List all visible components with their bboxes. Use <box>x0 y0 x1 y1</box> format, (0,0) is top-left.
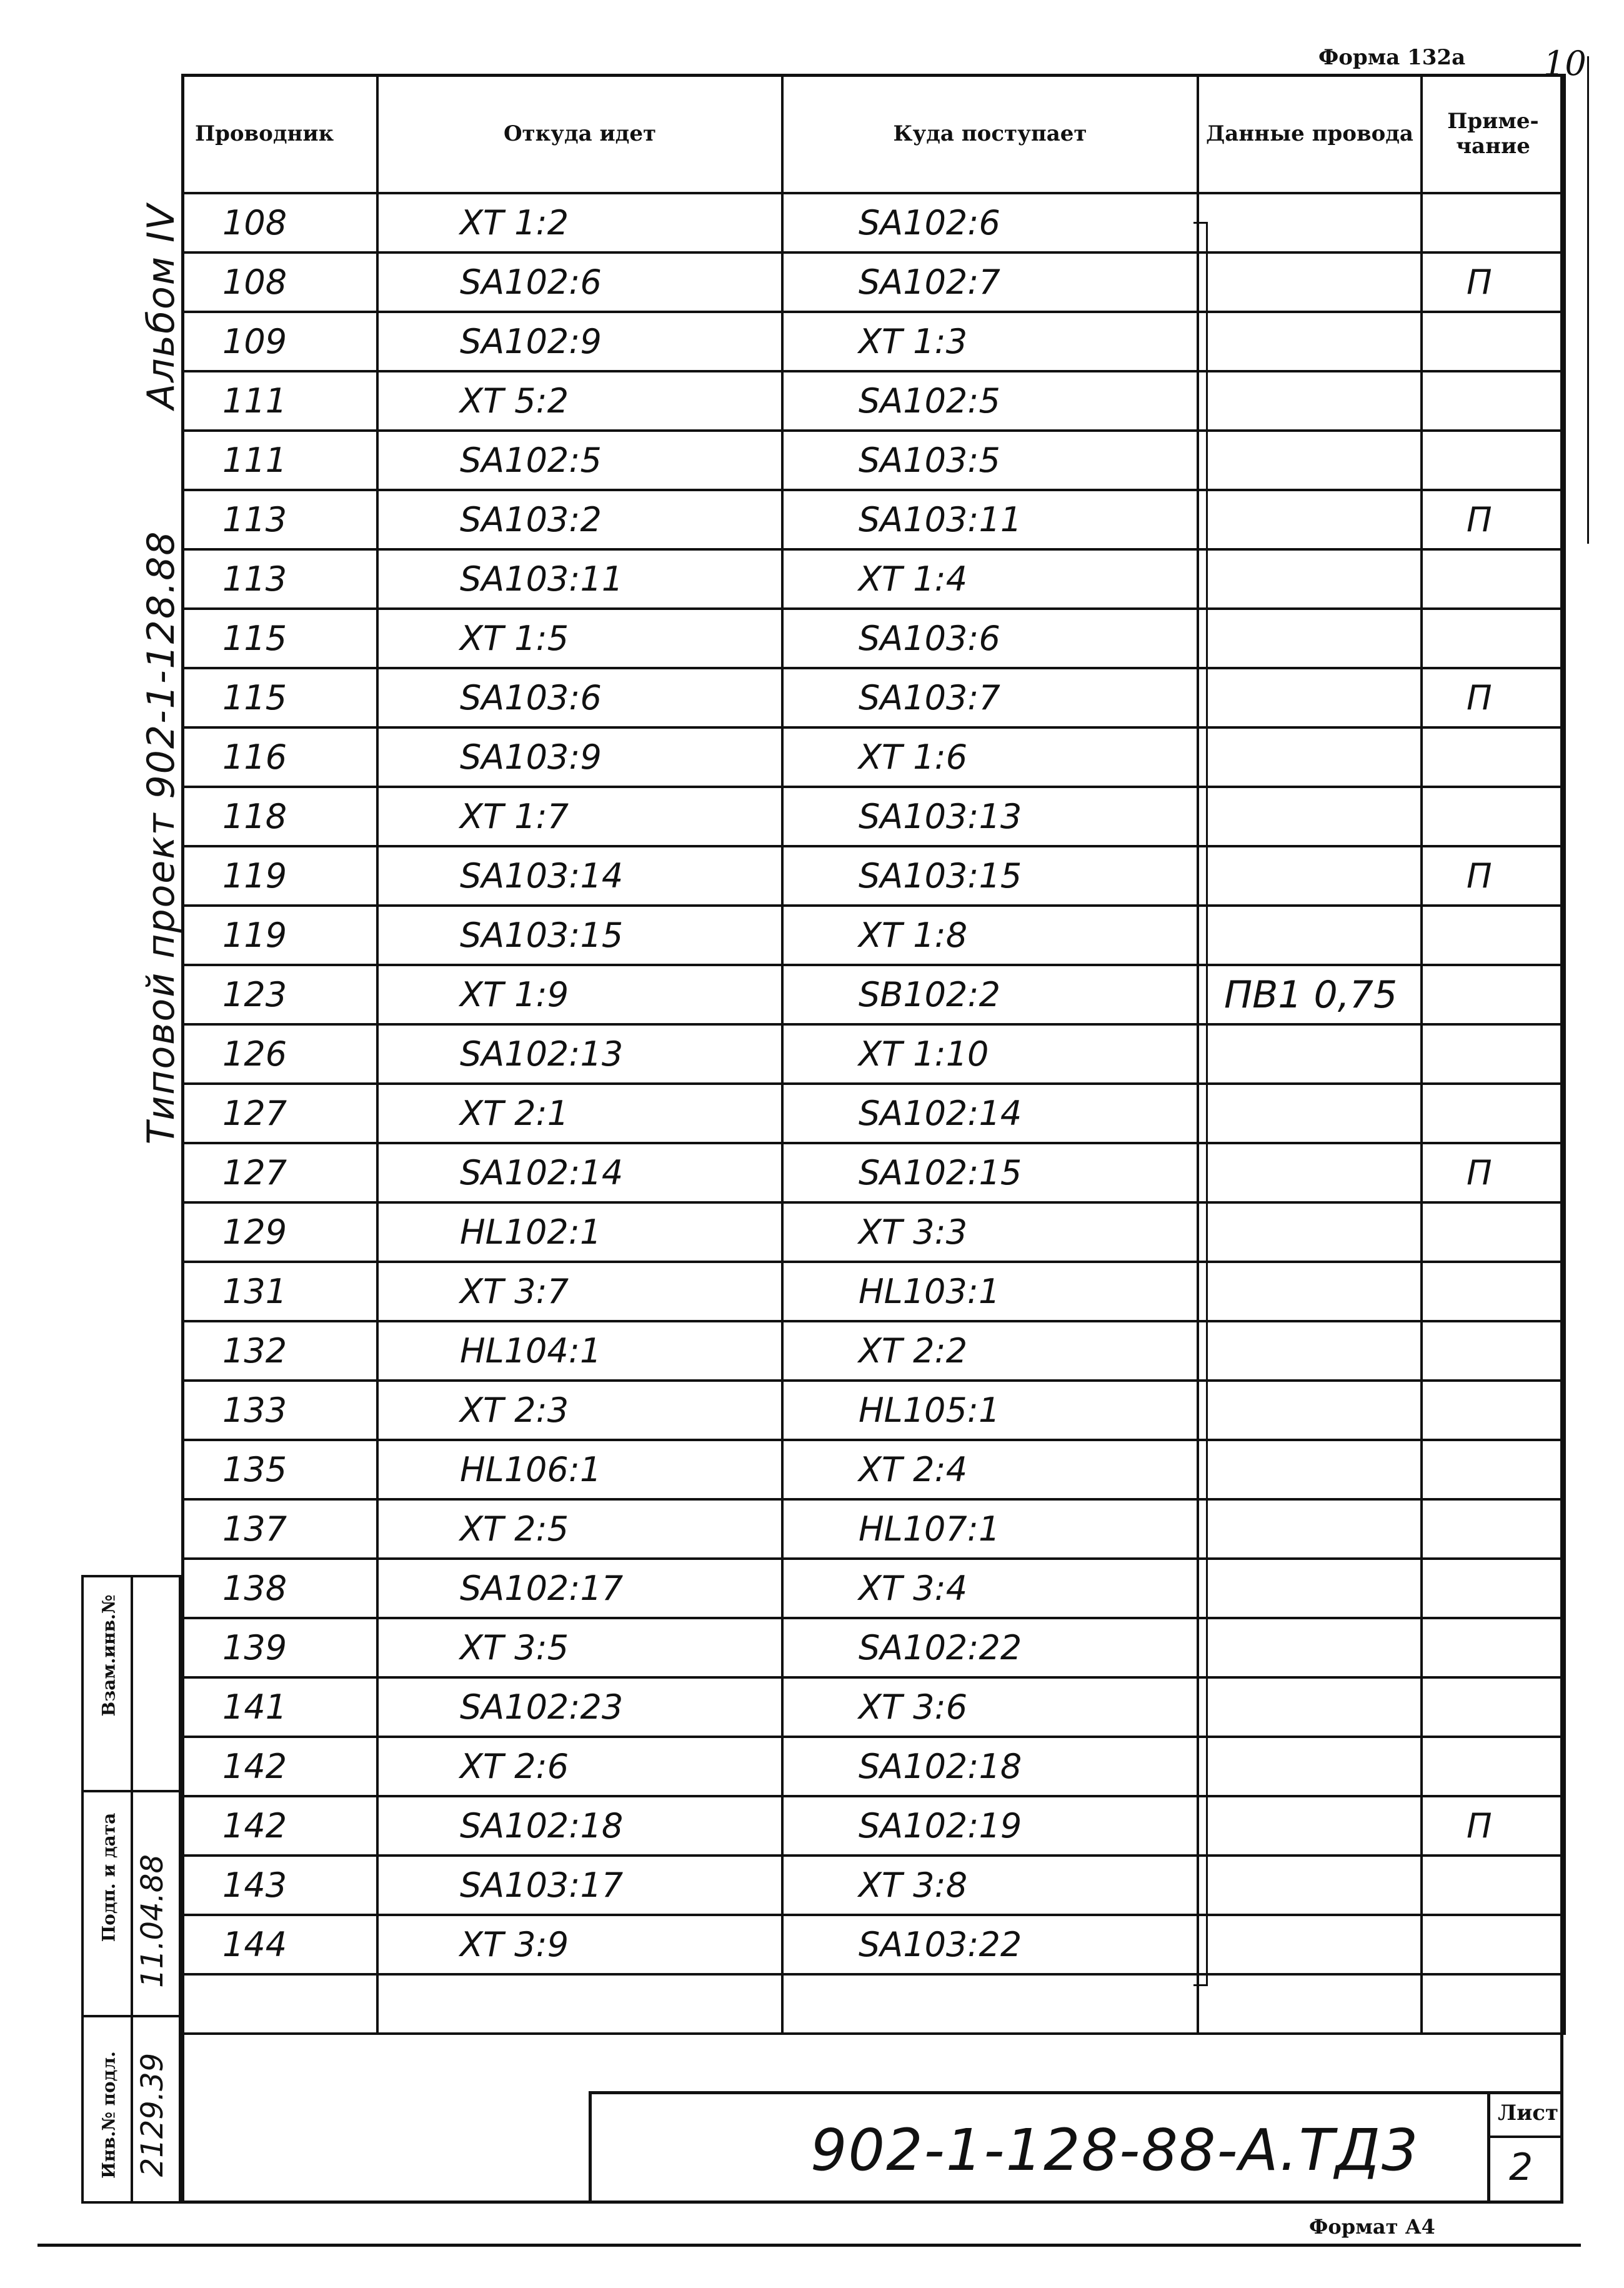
cell-wire-number: 111 <box>182 431 377 490</box>
cell-wire-data <box>1198 1856 1422 1915</box>
cell-note: П <box>1422 668 1565 727</box>
cell-wire-data <box>1198 1677 1422 1737</box>
cell-to-terminal: HL103:1 <box>782 1262 1198 1321</box>
title-block <box>589 2091 1563 2204</box>
cell-from-terminal: SA103:11 <box>377 549 782 609</box>
cell-to-terminal: SA103:22 <box>782 1915 1198 1974</box>
sheet-label: Лист <box>1498 2101 1559 2126</box>
stamp-panel <box>81 1575 181 2204</box>
sheet-divider <box>1490 2136 1560 2138</box>
table-row <box>182 1915 1565 1974</box>
table-row <box>182 1559 1565 1618</box>
cell-wire-data <box>1198 1737 1422 1796</box>
cell-to-terminal: SA102:6 <box>782 193 1198 252</box>
cell-from-terminal: XT 1:5 <box>377 609 782 668</box>
cell-note <box>1422 1084 1565 1143</box>
cell-wire-number: 142 <box>182 1737 377 1796</box>
cell-note <box>1422 1618 1565 1677</box>
cell-wire-number: 108 <box>182 193 377 252</box>
col-header-from: Откуда идет <box>377 75 782 193</box>
cell-wire-data <box>1198 1321 1422 1381</box>
cell-wire-data <box>1198 490 1422 549</box>
cell-wire-number: 131 <box>182 1262 377 1321</box>
document-code: 902-1-128-88-А.ТД3 <box>810 2117 1420 2184</box>
cell-wire-data <box>1198 1024 1422 1084</box>
stamp-row-divider <box>84 1790 179 1792</box>
stamp-podp-label: Подп. и дата <box>98 1812 119 1942</box>
cell-to-terminal: XT 2:4 <box>782 1440 1198 1499</box>
margin-mark <box>1587 56 1589 544</box>
stamp-row-divider <box>84 2015 179 2017</box>
cell-wire-data <box>1198 727 1422 787</box>
cell-note <box>1422 1737 1565 1796</box>
cell-note <box>1422 549 1565 609</box>
cell-from-terminal: SA102:18 <box>377 1796 782 1856</box>
cell-to-terminal: XT 3:4 <box>782 1559 1198 1618</box>
table-row <box>182 965 1565 1024</box>
cell-from-terminal: HL106:1 <box>377 1440 782 1499</box>
cell-wire-data <box>1198 787 1422 846</box>
cell-note <box>1422 1440 1565 1499</box>
cell-wire-data <box>1198 371 1422 431</box>
cell-to-terminal: SA103:13 <box>782 787 1198 846</box>
cell-to-terminal: XT 3:3 <box>782 1202 1198 1262</box>
cell-to-terminal: SA102:5 <box>782 371 1198 431</box>
cell-wire-number: 115 <box>182 609 377 668</box>
cell-note: П <box>1422 1143 1565 1202</box>
table-row <box>182 1618 1565 1677</box>
cell-from-terminal: XT 5:2 <box>377 371 782 431</box>
bottom-rule <box>37 2244 1581 2247</box>
table-row <box>182 1974 1565 2034</box>
col-header-note: Приме-чание <box>1422 75 1565 193</box>
cell-wire-number: 118 <box>182 787 377 846</box>
cell-from-terminal: XT 3:5 <box>377 1618 782 1677</box>
cell-note <box>1422 727 1565 787</box>
cell-wire-data <box>1198 1202 1422 1262</box>
cell-to-terminal: SA102:19 <box>782 1796 1198 1856</box>
table-row <box>182 371 1565 431</box>
table-row <box>182 193 1565 252</box>
stamp-vzam-label: Взам.инв.№ <box>98 1594 119 1717</box>
cell-from-terminal <box>377 1974 782 2034</box>
cell-from-terminal: SA102:5 <box>377 431 782 490</box>
cell-wire-data <box>1198 1440 1422 1499</box>
table-row <box>182 1202 1565 1262</box>
cell-note <box>1422 1381 1565 1440</box>
table-row <box>182 431 1565 490</box>
table-header-row <box>182 75 1565 193</box>
cell-from-terminal: SA103:2 <box>377 490 782 549</box>
wire-table-body <box>182 193 1565 2034</box>
cell-wire-number: 126 <box>182 1024 377 1084</box>
cell-wire-data <box>1198 1915 1422 1974</box>
cell-wire-number: 138 <box>182 1559 377 1618</box>
cell-to-terminal: XT 3:6 <box>782 1677 1198 1737</box>
cell-note <box>1422 1321 1565 1381</box>
cell-wire-data <box>1198 1974 1422 2034</box>
table-row <box>182 1084 1565 1143</box>
cell-to-terminal: HL107:1 <box>782 1499 1198 1559</box>
cell-to-terminal: SA103:7 <box>782 668 1198 727</box>
cell-wire-number: 123 <box>182 965 377 1024</box>
cell-to-terminal: SA103:5 <box>782 431 1198 490</box>
stamp-divider <box>131 1577 133 2201</box>
cell-from-terminal: XT 3:7 <box>377 1262 782 1321</box>
table-row <box>182 1677 1565 1737</box>
col-header-wire-data: Данные провода <box>1198 75 1422 193</box>
cell-wire-data <box>1198 1262 1422 1321</box>
cell-to-terminal: SA103:6 <box>782 609 1198 668</box>
cell-note <box>1422 609 1565 668</box>
cell-from-terminal: SA102:9 <box>377 312 782 371</box>
table-row <box>182 787 1565 846</box>
cell-from-terminal: SA102:6 <box>377 252 782 312</box>
table-row <box>182 668 1565 727</box>
cell-from-terminal: XT 2:1 <box>377 1084 782 1143</box>
cell-to-terminal: SA103:11 <box>782 490 1198 549</box>
cell-note <box>1422 1974 1565 2034</box>
cell-wire-data <box>1198 1143 1422 1202</box>
cell-wire-number: 127 <box>182 1084 377 1143</box>
cell-from-terminal: XT 2:3 <box>377 1381 782 1440</box>
cell-from-terminal: SA102:23 <box>377 1677 782 1737</box>
cell-to-terminal: SA102:14 <box>782 1084 1198 1143</box>
col-header-wire: Проводник <box>182 75 377 193</box>
cell-wire-number: 127 <box>182 1143 377 1202</box>
cell-wire-number: 143 <box>182 1856 377 1915</box>
cell-from-terminal: SA102:13 <box>377 1024 782 1084</box>
cell-note <box>1422 193 1565 252</box>
table-row <box>182 1381 1565 1440</box>
cell-from-terminal: SA103:17 <box>377 1856 782 1915</box>
table-row <box>182 1262 1565 1321</box>
stamp-inv-label: Инв.№ подл. <box>98 2051 119 2179</box>
cell-to-terminal: SB102:2 <box>782 965 1198 1024</box>
cell-wire-number: 116 <box>182 727 377 787</box>
cell-from-terminal: HL104:1 <box>377 1321 782 1381</box>
cell-note <box>1422 312 1565 371</box>
table-row <box>182 1499 1565 1559</box>
cell-wire-number: 115 <box>182 668 377 727</box>
table-row <box>182 906 1565 965</box>
cell-from-terminal: XT 2:5 <box>377 1499 782 1559</box>
cell-note: П <box>1422 846 1565 906</box>
cell-wire-data <box>1198 1084 1422 1143</box>
cell-to-terminal: XT 1:3 <box>782 312 1198 371</box>
cell-note <box>1422 1499 1565 1559</box>
col-header-to: Куда поступает <box>782 75 1198 193</box>
sheet-box <box>1487 2094 1560 2201</box>
cell-wire-number: 133 <box>182 1381 377 1440</box>
table-row <box>182 312 1565 371</box>
table-row <box>182 1856 1565 1915</box>
cell-from-terminal: SA102:17 <box>377 1559 782 1618</box>
cell-wire-number: 109 <box>182 312 377 371</box>
cell-wire-data <box>1198 1381 1422 1440</box>
cell-from-terminal: SA103:6 <box>377 668 782 727</box>
cell-from-terminal: XT 3:9 <box>377 1915 782 1974</box>
sheet-number: 2 <box>1509 2146 1533 2189</box>
cell-from-terminal: SA102:14 <box>377 1143 782 1202</box>
cell-from-terminal: SA103:9 <box>377 727 782 787</box>
cell-note <box>1422 965 1565 1024</box>
cell-wire-data <box>1198 252 1422 312</box>
table-row <box>182 727 1565 787</box>
cell-from-terminal: HL102:1 <box>377 1202 782 1262</box>
table-row <box>182 609 1565 668</box>
cell-note <box>1422 1024 1565 1084</box>
cell-wire-number <box>182 1974 377 2034</box>
table-row <box>182 1321 1565 1381</box>
cell-wire-data <box>1198 1499 1422 1559</box>
group-bracket <box>1193 222 1208 1986</box>
cell-note <box>1422 1202 1565 1262</box>
cell-wire-number: 119 <box>182 846 377 906</box>
cell-wire-number: 129 <box>182 1202 377 1262</box>
cell-wire-number: 111 <box>182 371 377 431</box>
cell-wire-data <box>1198 906 1422 965</box>
stamp-podp-value: 11.04.88 <box>135 1854 170 1988</box>
table-row <box>182 1143 1565 1202</box>
table-row <box>182 846 1565 906</box>
cell-wire-number: 108 <box>182 252 377 312</box>
table-row <box>182 1024 1565 1084</box>
cell-to-terminal: SA103:15 <box>782 846 1198 906</box>
format-label: Формат А4 <box>1309 2215 1435 2239</box>
cell-from-terminal: XT 2:6 <box>377 1737 782 1796</box>
cell-to-terminal: XT 1:4 <box>782 549 1198 609</box>
cell-to-terminal: SA102:15 <box>782 1143 1198 1202</box>
cell-wire-number: 137 <box>182 1499 377 1559</box>
cell-wire-number: 141 <box>182 1677 377 1737</box>
cell-wire-number: 119 <box>182 906 377 965</box>
table-row <box>182 1440 1565 1499</box>
cell-from-terminal: SA103:14 <box>377 846 782 906</box>
cell-from-terminal: XT 1:7 <box>377 787 782 846</box>
project-caption: Типовой проект 902-1-128.88 <box>139 530 183 1145</box>
cell-from-terminal: XT 1:9 <box>377 965 782 1024</box>
cell-to-terminal: SA102:22 <box>782 1618 1198 1677</box>
cell-note <box>1422 371 1565 431</box>
cell-wire-number: 144 <box>182 1915 377 1974</box>
wire-table <box>181 74 1566 2035</box>
cell-to-terminal: HL105:1 <box>782 1381 1198 1440</box>
cell-wire-data <box>1198 1559 1422 1618</box>
cell-note <box>1422 787 1565 846</box>
cell-note: П <box>1422 252 1565 312</box>
cell-note <box>1422 431 1565 490</box>
page-number: 10 <box>1543 44 1587 83</box>
cell-wire-data <box>1198 312 1422 371</box>
cell-to-terminal: SA102:18 <box>782 1737 1198 1796</box>
cell-wire-data <box>1198 549 1422 609</box>
table-row <box>182 252 1565 312</box>
cell-to-terminal: XT 3:8 <box>782 1856 1198 1915</box>
table-row <box>182 549 1565 609</box>
cell-note <box>1422 1677 1565 1737</box>
cell-note: П <box>1422 490 1565 549</box>
form-label: Форма 132а <box>1318 45 1466 70</box>
cell-wire-data <box>1198 846 1422 906</box>
cell-to-terminal <box>782 1974 1198 2034</box>
cell-note: П <box>1422 1796 1565 1856</box>
cell-note <box>1422 1559 1565 1618</box>
album-caption: Альбом IV <box>139 203 183 409</box>
table-row <box>182 1737 1565 1796</box>
cell-wire-data <box>1198 668 1422 727</box>
cell-to-terminal: XT 1:8 <box>782 906 1198 965</box>
table-row <box>182 1796 1565 1856</box>
stamp-inv-value: 2129.39 <box>135 2052 170 2177</box>
cell-wire-data <box>1198 193 1422 252</box>
cell-to-terminal: XT 1:6 <box>782 727 1198 787</box>
cell-wire-number: 132 <box>182 1321 377 1381</box>
cell-note <box>1422 1915 1565 1974</box>
cell-from-terminal: XT 1:2 <box>377 193 782 252</box>
cell-wire-data <box>1198 1618 1422 1677</box>
cell-from-terminal: SA103:15 <box>377 906 782 965</box>
cell-wire-data: ПВ1 0,75 <box>1198 965 1422 1024</box>
cell-wire-number: 113 <box>182 490 377 549</box>
cell-to-terminal: SA102:7 <box>782 252 1198 312</box>
cell-note <box>1422 1262 1565 1321</box>
cell-wire-data <box>1198 609 1422 668</box>
cell-wire-number: 135 <box>182 1440 377 1499</box>
cell-note <box>1422 1856 1565 1915</box>
cell-wire-number: 142 <box>182 1796 377 1856</box>
cell-wire-number: 139 <box>182 1618 377 1677</box>
cell-to-terminal: XT 2:2 <box>782 1321 1198 1381</box>
cell-wire-data <box>1198 431 1422 490</box>
cell-wire-number: 113 <box>182 549 377 609</box>
cell-to-terminal: XT 1:10 <box>782 1024 1198 1084</box>
table-row <box>182 490 1565 549</box>
cell-note <box>1422 906 1565 965</box>
cell-wire-data <box>1198 1796 1422 1856</box>
